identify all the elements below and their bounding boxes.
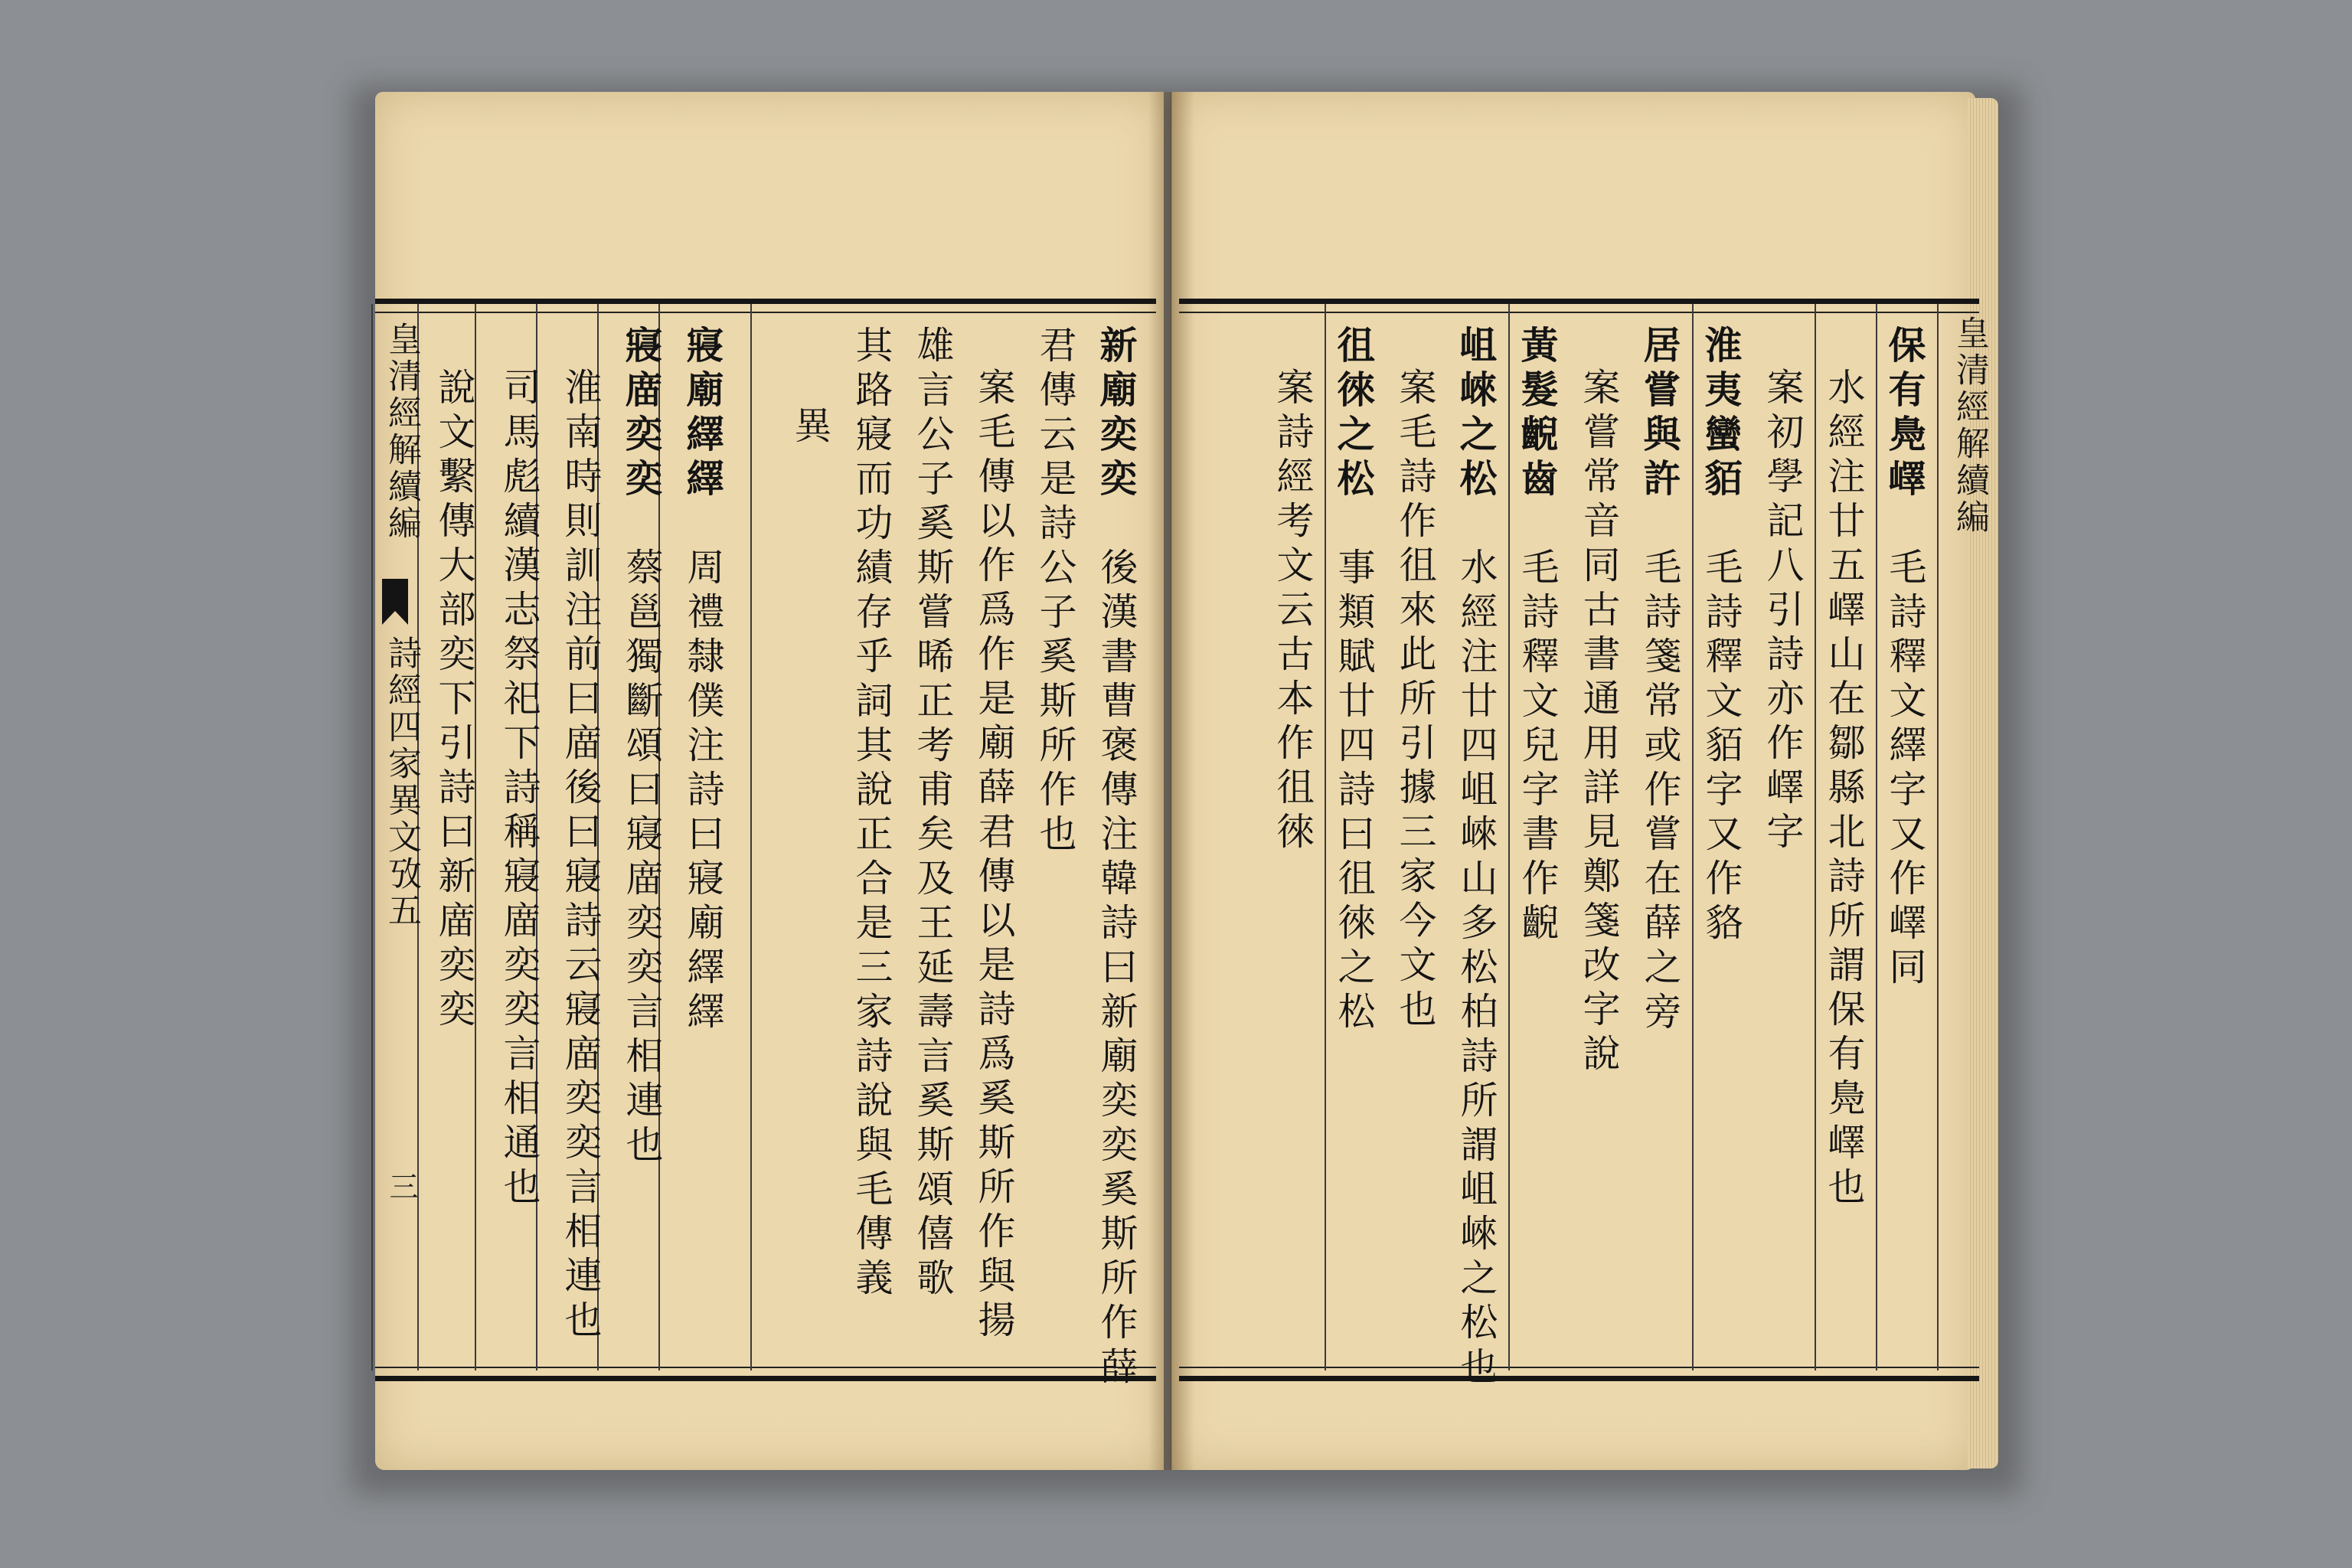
text-column: 君傳云是詩公子奚斯所作也 bbox=[1034, 325, 1077, 858]
right-banner-title: 皇清經解續編 bbox=[1950, 315, 1989, 536]
text-column: 說文繫傳大部奕下引詩曰新庿奕奕 bbox=[433, 368, 476, 1034]
text-column: 水經注廿五嶧山在鄒縣北詩所謂保有鳧嶧也 bbox=[1822, 368, 1866, 1211]
entry-heading: 淮夷蠻貊 bbox=[1699, 325, 1743, 503]
frame-rule bbox=[1179, 1367, 1979, 1368]
entry-gloss: 蔡邕獨斷頌曰寢庿奕奕言相連也 bbox=[620, 547, 664, 1169]
entry-gloss: 水經注廿四岨崍山多松柏詩所謂岨崍之松也 bbox=[1455, 547, 1498, 1391]
text-column bbox=[681, 325, 724, 1036]
text-column bbox=[1455, 325, 1498, 1391]
entry-gloss: 事類賦廿四詩曰徂徠之松 bbox=[1332, 547, 1376, 1036]
entry-heading: 徂徠之松 bbox=[1331, 325, 1376, 503]
left-banner-subtitle: 詩經四家異文攷五 bbox=[382, 635, 421, 929]
text-column: 司馬彪續漢志祭祀下詩稱寢庿奕奕言相通也 bbox=[498, 368, 541, 1211]
left-banner-title: 皇清經解續編 bbox=[382, 322, 421, 542]
entry-heading: 保有鳧嶧 bbox=[1883, 325, 1927, 503]
text-column bbox=[1095, 325, 1138, 1391]
entry-heading: 黃髮齯齒 bbox=[1515, 325, 1560, 503]
entry-heading: 寢廟繹繹 bbox=[681, 325, 725, 503]
banner-rule bbox=[1937, 304, 1939, 1370]
text-column bbox=[1516, 325, 1559, 947]
entry-gloss: 毛詩釋文繹字又作嶧同 bbox=[1883, 547, 1927, 991]
entry-heading: 寢庿奕奕 bbox=[619, 325, 664, 503]
text-column: 案毛傳以作爲作是廟薛君傳以是詩爲奚斯所作與揚 bbox=[972, 368, 1016, 1344]
text-column bbox=[1332, 325, 1375, 1036]
frame-rule bbox=[1179, 312, 1979, 313]
frame-rule bbox=[375, 1367, 1156, 1368]
text-column bbox=[1700, 325, 1743, 947]
text-column bbox=[620, 325, 663, 1169]
text-column: 案毛詩作徂來此所引據三家今文也 bbox=[1393, 368, 1437, 1034]
column-rule bbox=[1876, 304, 1877, 1370]
text-column: 其路寢而功績存乎詞其說正合是三家詩說與毛傳義 bbox=[850, 325, 893, 1302]
column-rule bbox=[1692, 304, 1694, 1370]
text-column: 案初學記八引詩亦作嶧字 bbox=[1761, 368, 1805, 856]
entry-heading: 居嘗與許 bbox=[1638, 325, 1682, 503]
column-rule bbox=[750, 304, 752, 1370]
frame-rule bbox=[375, 312, 1156, 313]
text-column: 雄言公子奚斯嘗晞正考甫矣及王延壽言奚斯頌僖歌 bbox=[911, 325, 955, 1302]
text-column: 案詩經考文云古本作徂徠 bbox=[1271, 368, 1315, 856]
column-rule bbox=[1508, 304, 1510, 1370]
entry-gloss: 毛詩釋文貊字又作貉 bbox=[1700, 547, 1743, 947]
entry-gloss: 毛詩釋文兒字書作齯 bbox=[1516, 547, 1560, 947]
entry-gloss: 毛詩箋常或作嘗在薛之旁 bbox=[1638, 547, 1682, 1036]
left-page-number: 三 bbox=[384, 1171, 418, 1200]
column-rule bbox=[1815, 304, 1816, 1370]
entry-gloss: 周禮隸僕注詩曰寢廟繹繹 bbox=[681, 547, 725, 1036]
banner-rule bbox=[371, 304, 373, 1370]
text-column bbox=[1638, 325, 1681, 1036]
column-rule bbox=[1325, 304, 1326, 1370]
entry-heading: 新廟奕奕 bbox=[1094, 325, 1138, 503]
text-column: 淮南時則訓注前曰庿後曰寢詩云寢庿奕奕言相連也 bbox=[559, 368, 603, 1344]
entry-gloss: 後漢書曹褒傳注韓詩曰新廟奕奕奚斯所作薛 bbox=[1095, 547, 1138, 1391]
text-column: 案嘗常音同古書通用詳見鄭箋改字說 bbox=[1577, 368, 1621, 1078]
text-column bbox=[1883, 325, 1926, 991]
entry-heading: 岨崍之松 bbox=[1454, 325, 1498, 503]
text-column: 異 bbox=[789, 406, 832, 450]
